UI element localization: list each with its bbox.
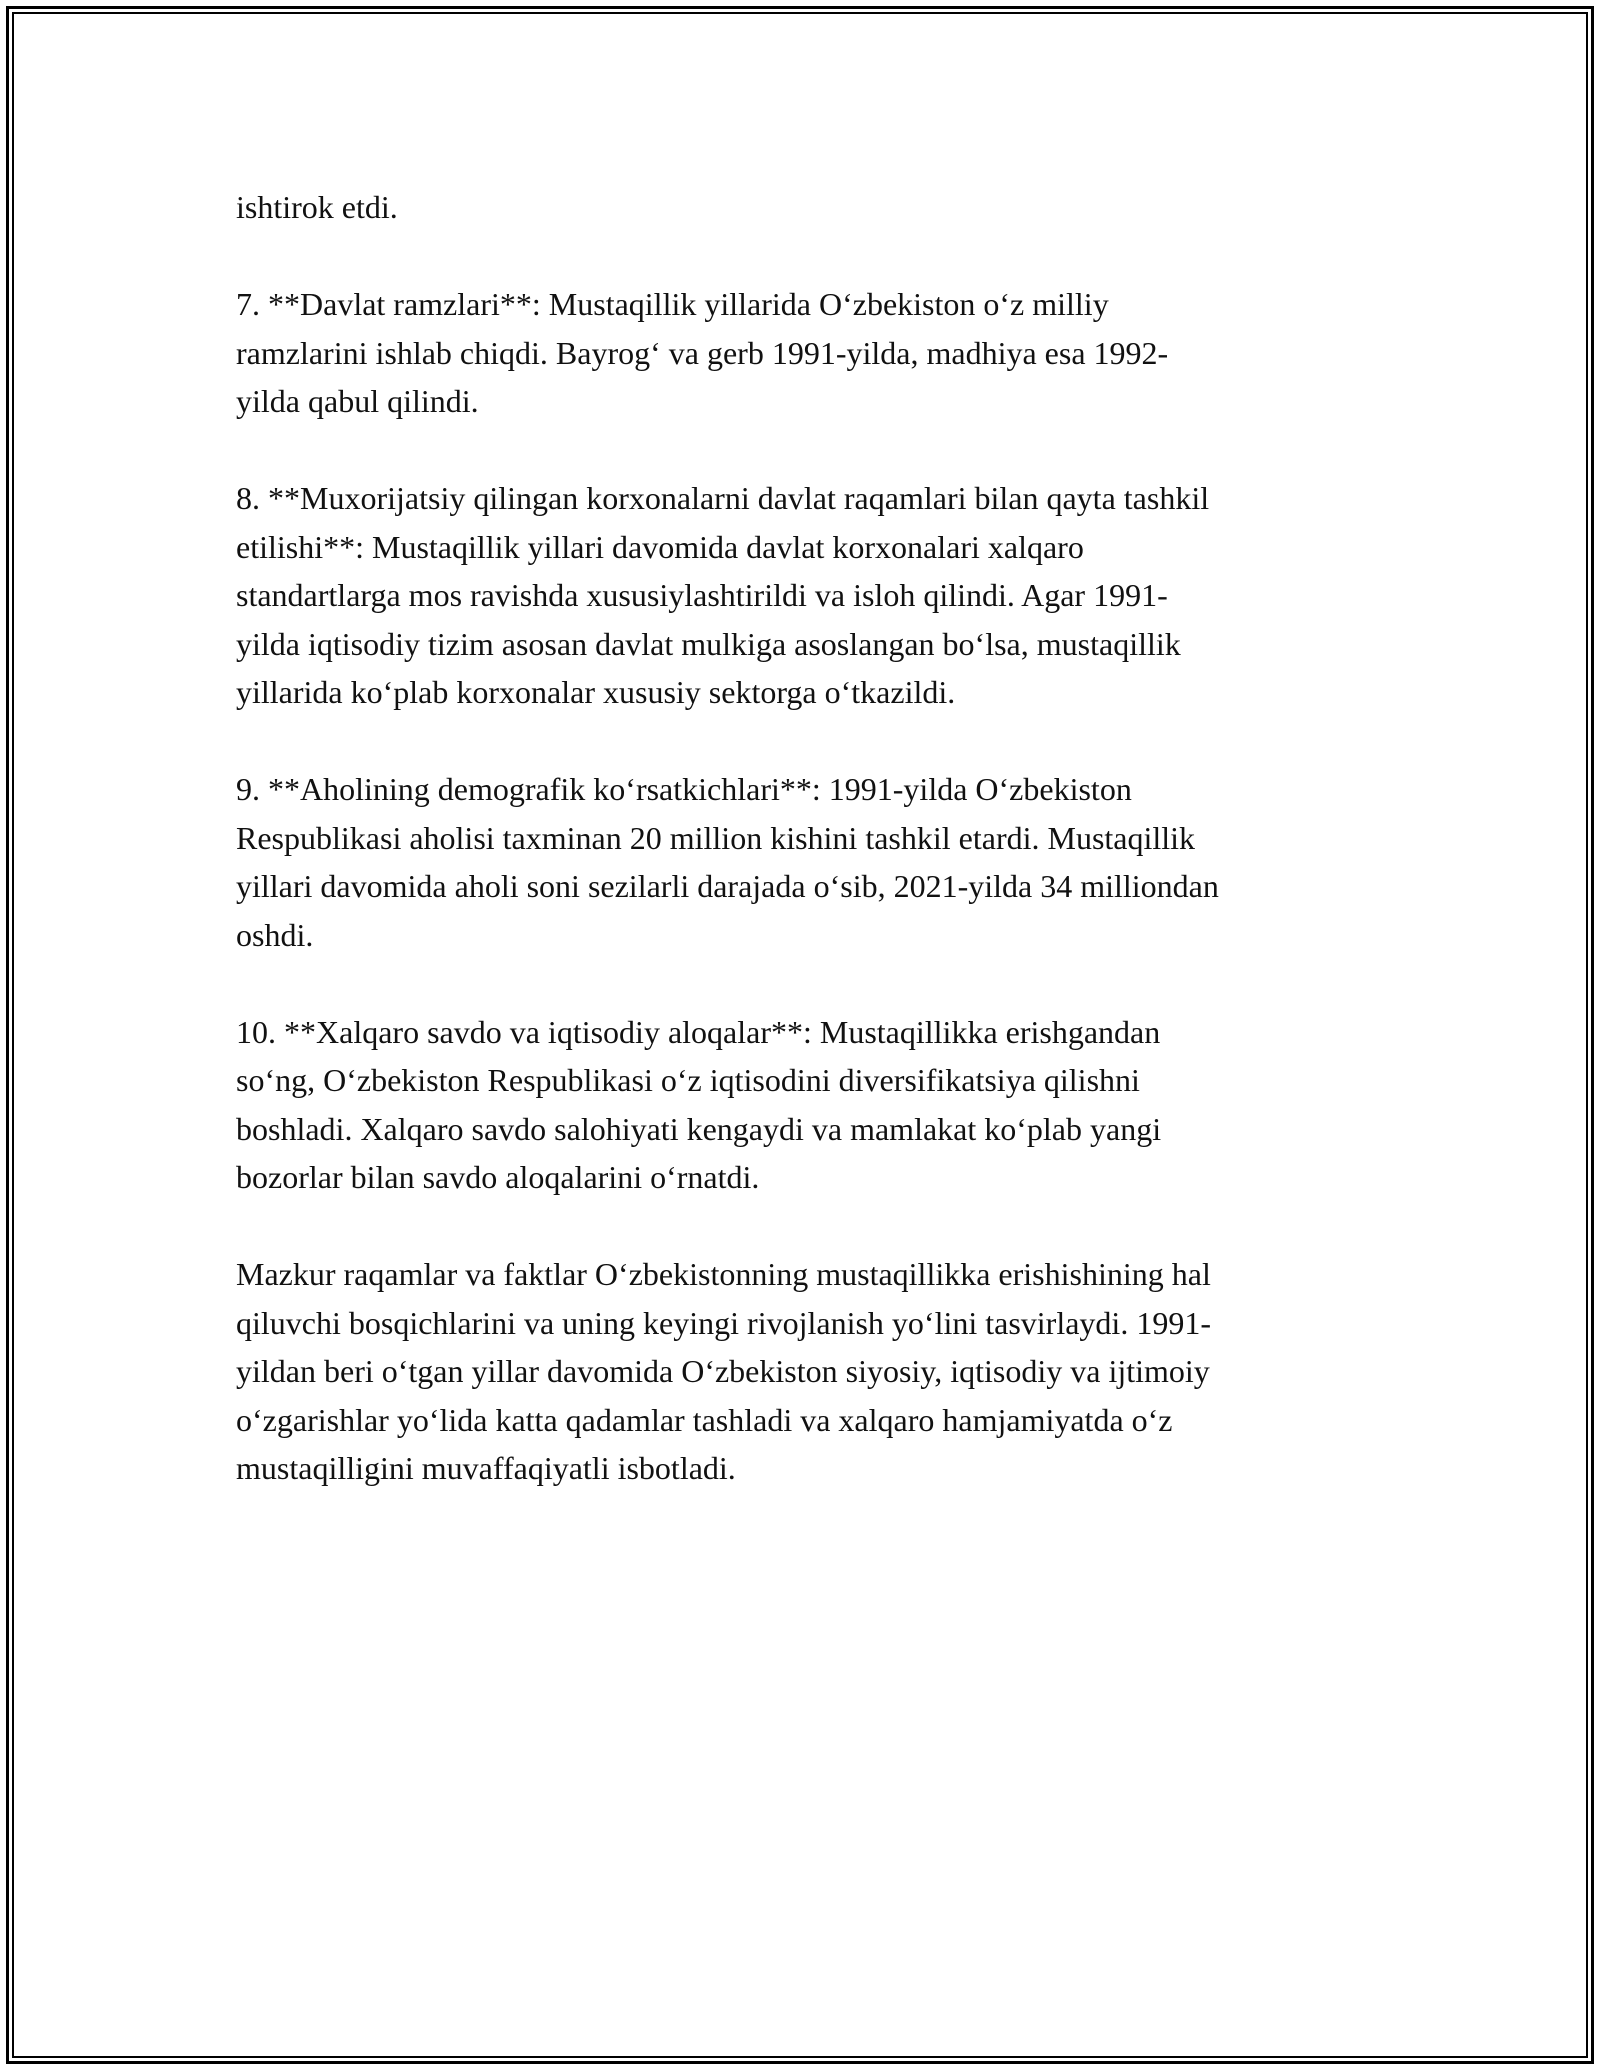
text-line: yillari davomida aholi soni sezilarli darajada o‘sib, 2021-yilda 34 milliondan (236, 868, 1219, 904)
text-line: etilishi**: Mustaqillik yillari davomida davlat korxonalari xalqaro (236, 528, 1084, 565)
text-line: yilda iqtisodiy tizim asosan davlat mulkiga asoslangan bo‘lsa, mustaqillik (236, 625, 1181, 662)
text-line: Mazkur raqamlar va faktlar O‘zbekistonning mustaqillikka erishishining hal (236, 1256, 1211, 1292)
paragraph-item-7 (236, 280, 1366, 426)
text-line: oshdi. (236, 916, 314, 953)
text-line: 9. **Aholining demografik ko‘rsatkichlari**: 1991-yilda O‘zbekiston (236, 771, 1132, 807)
paragraph-item-10 (236, 1008, 1366, 1202)
paragraph-item-9 (236, 765, 1366, 959)
text-line: yillarida ko‘plab korxonalar xususiy sektorga o‘tkazildi. (236, 674, 956, 710)
paragraph-item-8 (236, 474, 1366, 717)
text-line: ramzlarini ishlab chiqdi. Bayrog‘ va gerb 1991-yilda, madhiya esa 1992- (236, 334, 1169, 371)
text-line: bozorlar bilan savdo aloqalarini o‘rnatdi. (236, 1159, 760, 1195)
text-line: qiluvchi bosqichlarini va uning keyingi rivojlanish yo‘lini tasvirlaydi. 1991- (236, 1304, 1211, 1341)
document-body (236, 183, 1366, 1541)
text-line: yilda qabul qilindi. (236, 383, 479, 419)
text-line: o‘zgarishlar yo‘lida katta qadamlar tashladi va xalqaro hamjamiyatda o‘z (236, 1401, 1173, 1438)
text-line: 7. **Davlat ramzlari**: Mustaqillik yillarida O‘zbekiston o‘z milliy (236, 286, 1109, 322)
text-line: ishtirok etdi. (236, 189, 398, 225)
text-line: Respublikasi aholisi taxminan 20 million kishini tashkil etardi. Mustaqillik (236, 819, 1196, 856)
text-line: boshladi. Xalqaro savdo salohiyati kengaydi va mamlakat ko‘plab yangi (236, 1110, 1162, 1147)
text-line: standartlarga mos ravishda xususiylashtirildi va isloh qilindi. Agar 1991- (236, 577, 1168, 613)
text-line: yildan beri o‘tgan yillar davomida O‘zbekiston siyosiy, iqtisodiy va ijtimoiy (236, 1353, 1210, 1389)
text-line: 8. **Muxorijatsiy qilingan korxonalarni davlat raqamlari bilan qayta tashkil (236, 480, 1210, 516)
paragraph-continuation (236, 183, 1366, 232)
paragraph-conclusion (236, 1250, 1366, 1493)
text-line: 10. **Xalqaro savdo va iqtisodiy aloqalar**: Mustaqillikka erishgandan (236, 1013, 1161, 1050)
text-line: so‘ng, O‘zbekiston Respublikasi o‘z iqtisodini diversifikatsiya qilishni (236, 1062, 1140, 1098)
text-line: mustaqilligini muvaffaqiyatli isbotladi. (236, 1450, 736, 1486)
